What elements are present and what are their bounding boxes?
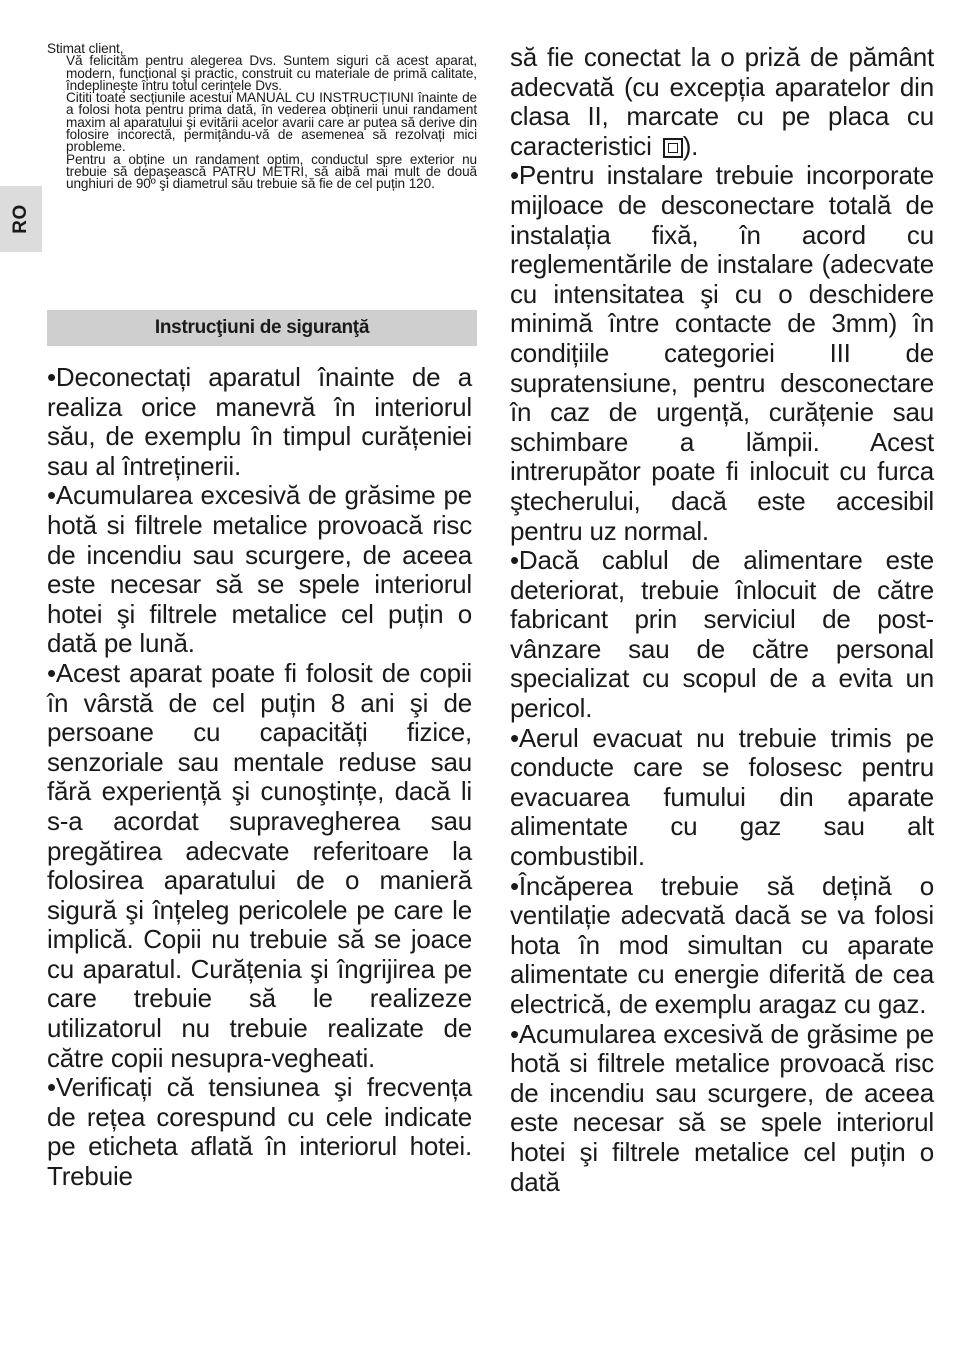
continued-text-end: ). [682, 130, 699, 161]
bullet-item: •Încăperea trebuie să dețină o ventilație adecvată dacă se va folosi hota în mod simultan cu aparate alimentate cu energie diferită de cea electrică, de exemplu aragaz cu gaz. [510, 870, 934, 1019]
bullet-item: •Pentru instalare trebuie incorporate mijloace de desconectare totală de instalația fixă, în acord cu reglementările de instalare (adecvate cu intensitatea şi cu o deschidere minimă între contacte de 3mm) în condițiile categoriei III de supratensiune, pentru desconectare în caz de urgență, curățenie sau schimbare a lămpii. Acest intrerupător poate fi inlocuit cu furca ştecherului, dacă este accesibil pentru uz normal. [510, 160, 934, 546]
bullet-item: •Deconectați aparatul înainte de a realiza orice manevră în interiorul său, de exemplu în timpul curățeniei sau al întreținerii. [47, 362, 472, 481]
bullet-item: •Aerul evacuat nu trebuie trimis pe conducte care se folosesc pentru evacuarea fumului din aparate alimentate cu gaz sau alt combustibil. [510, 722, 934, 872]
left-bullet-list [47, 363, 472, 1192]
section-title: Instrucţiuni de siguranţă [47, 310, 477, 346]
bullet-item: •Acumularea excesivă de grăsime pe hotă si filtrele metalice provoacă risc de incendiu sau scurgere, de aceea este necesar să se spele interiorul hotei şi filtrele metalice cel puțin o dată [510, 1018, 934, 1197]
language-code: RO [10, 204, 31, 234]
bullet-item: •Dacă cablul de alimentare este deteriorat, trebuie înlocuit de către fabricant prin serviciul de post-vânzare sau de către personal specializat cu scopul de a evita un pericol. [510, 545, 934, 724]
intro-greeting: Stimat client, [47, 41, 124, 56]
bullet-item: •Acest aparat poate fi folosit de copii în vârstă de cel puțin 8 ani şi de persoane cu capacități fizice, senzoriale sau mentale reduse sau fără experiență şi cunoştințe, dacă li s-a acordat supravegherea sau pregătirea adecvate referitoare la folosirea aparatului de o manieră sigură şi înțeleg pericolele pe care le implică. Copii nu trebuie să se joace cu aparatul. Curățenia şi îngrijirea pe care trebuie să le realizeze utilizatorul nu trebuie realizate de către copii nesupra-vegheati. [47, 657, 472, 1073]
intro-paragraph-2: Cititi toate secțiunile acestui MANUAL CU INSTRUCȚIUNI înainte de a folosi hota pentru prima dată, în vederea obținerii unui randament maxim al aparatului şi evitării acelor avarii care ar putea să derive din folosire incorectă, permițându-vă de asemenea să rezolvați mici probleme. [66, 90, 477, 155]
intro-paragraph-1: Vă felicităm pentru alegerea Dvs. Suntem siguri că acest aparat, modern, funcțional şi practic, construit cu materiale de primă calitate, îndeplineşte întru totul cerințele Dvs. [66, 53, 477, 93]
bullet-item: •Acumularea excesivă de grăsime pe hotă si filtrele metalice provoacă risc de incendiu sau scurgere, de aceea este necesar să se spele interiorul hotei şi filtrele metalice cel puțin o dată pe lună. [47, 480, 472, 659]
bullet-item: •Verificați că tensiunea şi frecvența de rețea corespund cu cele indicate pe eticheta aflată în interiorul hotei. Trebuie [47, 1072, 472, 1192]
intro-paragraph-3: Pentru a obține un randament optim, conductul spre exterior nu trebuie să depaşească PATRU METRI, să aibă mai mult de două unghiuri de 90º şi diametrul său trebuie să fie de cel puțin 120. [66, 151, 477, 192]
continued-paragraph [510, 43, 934, 161]
intro-block [47, 43, 477, 191]
class-ii-double-square-icon [663, 138, 683, 158]
right-bullet-list [510, 43, 934, 1197]
continued-text: să fie conectat la o priză de pământ adecvată (cu excepția aparatelor din clasa II, marcate cu pe placa cu caracteristici [510, 42, 934, 161]
language-tab [0, 186, 42, 252]
